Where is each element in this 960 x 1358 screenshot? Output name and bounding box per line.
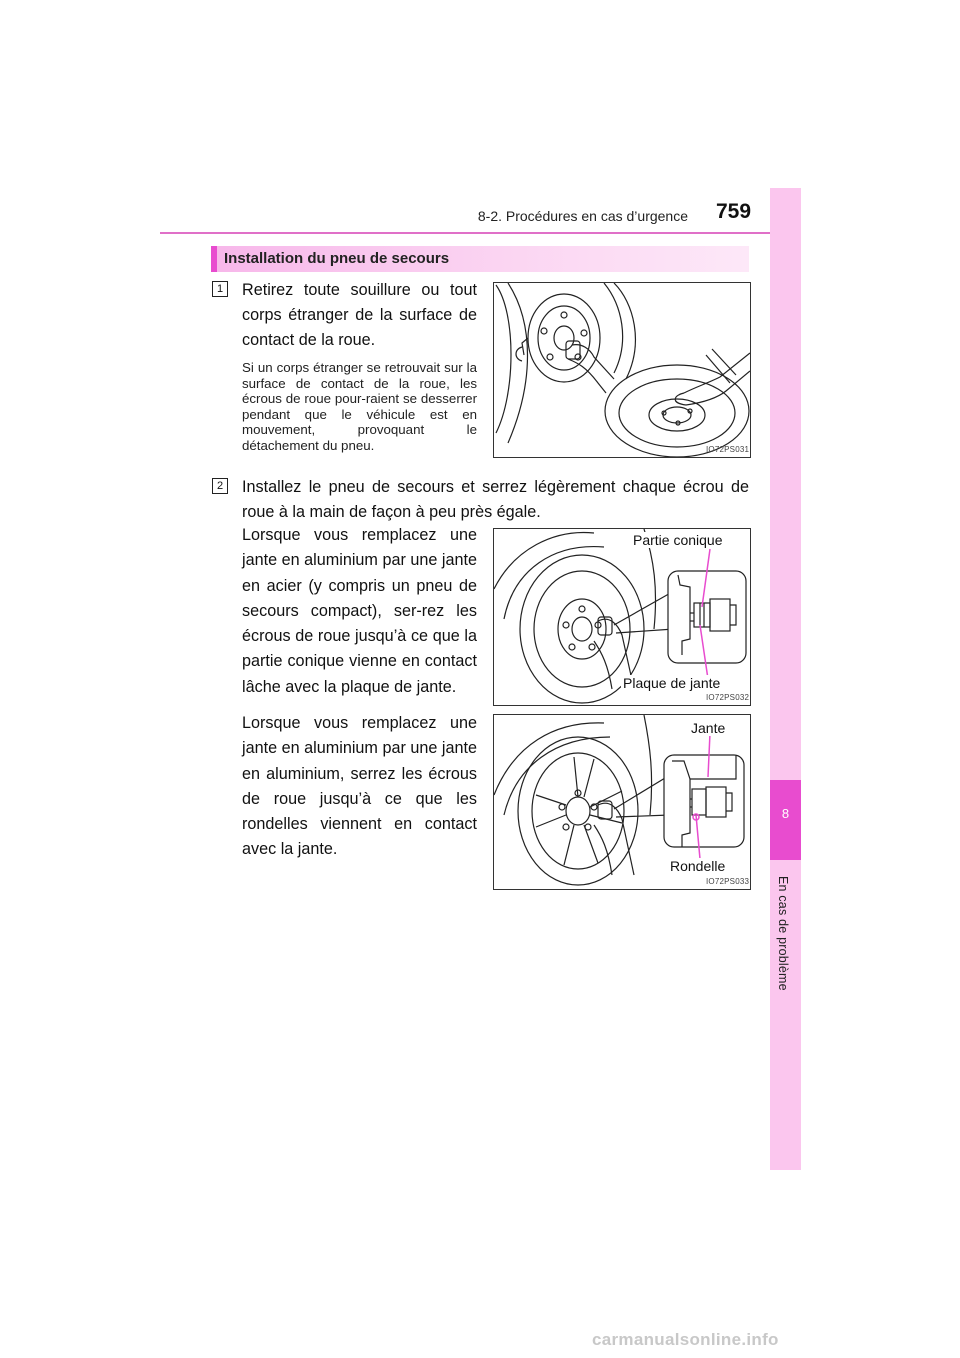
partie-conique-callout: Partie conique xyxy=(633,532,723,548)
jante-callout: Jante xyxy=(691,720,726,736)
wheel-cleaning-illustration xyxy=(494,283,750,457)
chapter-number: 8 xyxy=(781,806,790,821)
header-section-path: 8-2. Procédures en cas d’urgence xyxy=(477,208,688,224)
section-title-bar xyxy=(211,246,749,272)
chapter-sidebar xyxy=(770,188,801,1170)
step-1-note: Si un corps étranger se retrouvait sur la surface de contact de la roue, les écrous de roue pour-raient se desserrer pendant que le véhicule est en mouvement, provoquant le détachement du pneu. xyxy=(242,360,477,453)
page-number: 759 xyxy=(716,200,752,223)
steel-wheel-instruction: Lorsque vous remplacez une jante en aluminium par une jante en acier (y compris un pneu de secours compact), ser-rez les écrous de roue jusqu’à ce que la partie conique vienne en contact lâche avec la plaque de jante. xyxy=(242,526,477,696)
chapter-title: En cas de problème xyxy=(776,876,790,991)
step-2-text: Installez le pneu de secours et serrez légèrement chaque écrou de roue à la main de façon à peu près égale. xyxy=(242,478,749,521)
section-title: Installation du pneu de secours xyxy=(224,250,450,267)
figure-2-id: IO72PS032 xyxy=(706,693,750,702)
figure-3-id: IO72PS033 xyxy=(706,877,750,886)
figure-1-id: IO72PS031 xyxy=(706,445,750,454)
step-number-1: 1 xyxy=(212,281,228,297)
step-number-2: 2 xyxy=(212,478,228,494)
figure-clean-contact-surface xyxy=(493,282,751,458)
watermark: carmanualsonline.info xyxy=(592,1330,779,1349)
section-title-accent xyxy=(211,246,217,272)
step-1-text: Retirez toute souillure ou tout corps étranger de la surface de contact de la roue. xyxy=(242,281,477,349)
plaque-de-jante-callout: Plaque de jante xyxy=(623,675,721,691)
aluminium-wheel-instruction: Lorsque vous remplacez une jante en aluminium par une jante en aluminium, serrez les écrous de roue jusqu’à ce que les rondelles viennent en contact avec la jante. xyxy=(242,714,477,859)
rondelle-callout: Rondelle xyxy=(670,858,726,874)
figure-aluminium-wheel-nut xyxy=(493,714,751,890)
header-rule xyxy=(160,232,800,234)
figure-steel-wheel-nut xyxy=(493,528,751,706)
